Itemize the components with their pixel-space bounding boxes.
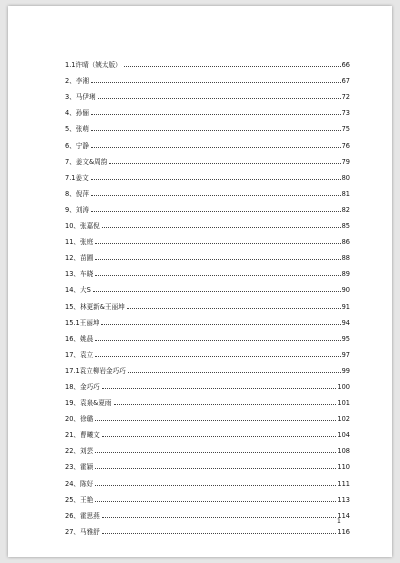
toc-dot-leader: [95, 340, 340, 341]
toc-entry-page: 91: [341, 302, 350, 311]
toc-entry[interactable]: [65, 182, 350, 198]
toc-dot-leader: [95, 275, 340, 276]
toc-dot-leader: [102, 533, 337, 534]
toc-entry-title: 14、大S: [65, 286, 91, 295]
toc-entry-title: 6、宁静: [65, 141, 89, 150]
toc-entry-page: 104: [337, 431, 350, 440]
toc-entry-title: 17.1袁立柳岩金巧巧: [65, 366, 126, 375]
toc-entry[interactable]: [65, 101, 350, 117]
toc-entry-title: 20、徐璐: [65, 415, 94, 424]
toc-entry-title: 13、车晓: [65, 270, 94, 279]
toc-entry[interactable]: [65, 53, 350, 69]
toc-entry[interactable]: [65, 150, 350, 166]
toc-entry-title: 18、金巧巧: [65, 382, 100, 391]
toc-dot-leader: [102, 388, 337, 389]
toc-entry-title: 22、刘芸: [65, 447, 94, 456]
toc-entry-title: 16、姚晨: [65, 334, 94, 343]
toc-dot-leader: [128, 372, 341, 373]
toc-entry-page: 80: [341, 173, 350, 182]
toc-entry[interactable]: [65, 359, 350, 375]
toc-dot-leader: [109, 163, 340, 164]
toc-entry-title: 21、曹曦文: [65, 431, 100, 440]
toc-dot-leader: [95, 243, 340, 244]
toc-dot-leader: [102, 227, 341, 228]
toc-entry[interactable]: [65, 439, 350, 455]
toc-entry-page: 73: [341, 109, 350, 118]
toc-entry-page: 66: [341, 61, 350, 70]
toc-entry-title: 5、张萌: [65, 125, 89, 134]
toc-entry-page: 111: [337, 479, 350, 488]
toc-entry-title: 25、王艳: [65, 495, 94, 504]
table-of-contents: [65, 53, 350, 536]
toc-entry[interactable]: [65, 294, 350, 310]
toc-entry[interactable]: [65, 85, 350, 101]
toc-entry-page: 99: [341, 366, 350, 375]
toc-entry-title: 11、张庭: [65, 238, 94, 247]
toc-dot-leader: [102, 436, 337, 437]
toc-entry-page: 76: [341, 141, 350, 150]
toc-entry[interactable]: [65, 262, 350, 278]
toc-entry-page: 95: [341, 334, 350, 343]
toc-entry[interactable]: [65, 278, 350, 294]
toc-entry-page: 89: [341, 270, 350, 279]
toc-entry[interactable]: [65, 133, 350, 149]
toc-dot-leader: [91, 114, 341, 115]
toc-entry[interactable]: [65, 214, 350, 230]
toc-entry-page: 67: [341, 77, 350, 86]
toc-dot-leader: [91, 179, 341, 180]
toc-entry-title: 1.1许晴（姨太版）: [65, 61, 122, 70]
toc-entry[interactable]: [65, 117, 350, 133]
toc-dot-leader: [95, 259, 340, 260]
toc-entry-page: 88: [341, 254, 350, 263]
toc-entry[interactable]: [65, 520, 350, 536]
toc-entry[interactable]: [65, 471, 350, 487]
toc-entry[interactable]: [65, 198, 350, 214]
toc-entry-page: 72: [341, 93, 350, 102]
toc-entry-title: 27、马雅舒: [65, 527, 100, 536]
toc-entry[interactable]: [65, 375, 350, 391]
toc-entry-page: 113: [337, 495, 350, 504]
toc-entry-page: 110: [337, 463, 350, 472]
toc-entry-title: 24、陈好: [65, 479, 94, 488]
toc-entry-page: 82: [341, 205, 350, 214]
toc-dot-leader: [91, 82, 341, 83]
toc-entry-page: 94: [341, 318, 350, 327]
toc-entry[interactable]: [65, 311, 350, 327]
toc-entry[interactable]: [65, 230, 350, 246]
toc-dot-leader: [102, 517, 337, 518]
toc-entry-page: 116: [337, 527, 350, 536]
toc-entry-page: 114: [337, 511, 350, 520]
toc-entry[interactable]: [65, 455, 350, 471]
toc-entry-page: 97: [341, 350, 350, 359]
toc-entry[interactable]: [65, 69, 350, 85]
toc-entry[interactable]: [65, 327, 350, 343]
toc-entry-title: 2、李湘: [65, 77, 89, 86]
toc-dot-leader: [91, 130, 341, 131]
page-number: 1: [337, 518, 341, 525]
toc-dot-leader: [95, 468, 336, 469]
toc-dot-leader: [98, 98, 341, 99]
toc-entry-title: 3、马伊琍: [65, 93, 96, 102]
toc-entry-title: 23、霍颖: [65, 463, 94, 472]
toc-dot-leader: [124, 66, 341, 67]
toc-entry-page: 81: [341, 189, 350, 198]
toc-entry[interactable]: [65, 343, 350, 359]
toc-entry[interactable]: [65, 407, 350, 423]
toc-entry-page: 85: [341, 222, 350, 231]
toc-entry-page: 101: [337, 399, 350, 408]
toc-dot-leader: [101, 324, 340, 325]
toc-entry-page: 90: [341, 286, 350, 295]
toc-entry-title: 12、苗圃: [65, 254, 94, 263]
toc-entry[interactable]: [65, 504, 350, 520]
toc-entry-page: 79: [341, 157, 350, 166]
toc-entry-page: 100: [337, 382, 350, 391]
toc-entry-title: 4、孙俪: [65, 109, 89, 118]
toc-dot-leader: [91, 147, 341, 148]
toc-dot-leader: [95, 452, 336, 453]
toc-entry-title: 9、刘涛: [65, 205, 89, 214]
toc-entry-page: 75: [341, 125, 350, 134]
toc-dot-leader: [95, 485, 336, 486]
toc-entry-title: 15.1王丽坤: [65, 318, 100, 327]
toc-entry[interactable]: [65, 391, 350, 407]
document-page: [8, 6, 392, 557]
toc-dot-leader: [95, 356, 340, 357]
toc-entry-page: 102: [337, 415, 350, 424]
toc-dot-leader: [93, 291, 341, 292]
toc-entry-title: 19、袁泉&夏雨: [65, 399, 112, 408]
toc-dot-leader: [91, 195, 341, 196]
toc-entry[interactable]: [65, 488, 350, 504]
toc-dot-leader: [95, 420, 336, 421]
toc-dot-leader: [95, 501, 336, 502]
toc-entry-title: 10、张嘉倪: [65, 222, 100, 231]
toc-entry[interactable]: [65, 246, 350, 262]
toc-dot-leader: [114, 404, 337, 405]
toc-entry-title: 7、姜文&周韵: [65, 157, 108, 166]
toc-dot-leader: [91, 211, 341, 212]
toc-entry-title: 7.1姜文: [65, 173, 89, 182]
toc-entry-title: 8、倪萍: [65, 189, 89, 198]
toc-entry-page: 86: [341, 238, 350, 247]
toc-entry-title: 15、林更新&王丽坤: [65, 302, 125, 311]
toc-dot-leader: [127, 308, 341, 309]
toc-entry[interactable]: [65, 423, 350, 439]
toc-entry-title: 17、袁立: [65, 350, 94, 359]
toc-entry[interactable]: [65, 166, 350, 182]
toc-entry-title: 26、霍思燕: [65, 511, 100, 520]
toc-entry-page: 108: [337, 447, 350, 456]
